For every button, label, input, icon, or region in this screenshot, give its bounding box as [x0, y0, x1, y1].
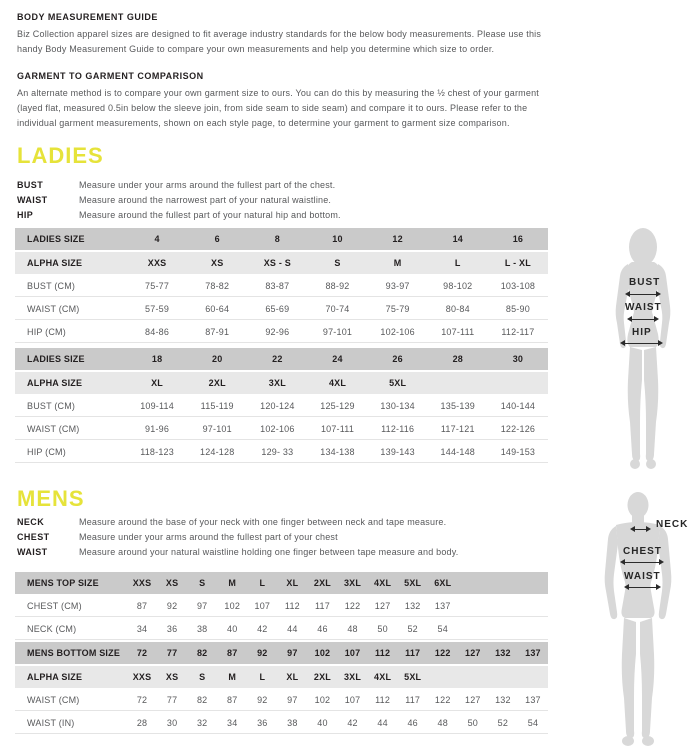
row-label: MENS BOTTOM SIZE — [27, 648, 121, 658]
table-cell: S — [199, 672, 206, 682]
table-cell: 52 — [407, 624, 418, 634]
table-row — [15, 228, 548, 250]
row-label: HIP (CM) — [27, 327, 66, 337]
table-cell: 127 — [374, 601, 391, 611]
table-cell: 82 — [196, 648, 208, 658]
table-cell: XS — [165, 578, 179, 588]
table-cell: 107 — [254, 601, 271, 611]
table-cell: 92 — [166, 601, 178, 611]
table-row — [15, 372, 548, 394]
row-label: BUST (CM) — [27, 401, 76, 411]
table-cell: 28 — [136, 718, 148, 728]
table-cell: 26 — [392, 354, 403, 364]
table-cell: 75-77 — [145, 281, 170, 291]
table-cell: 112 — [375, 648, 391, 658]
table-cell: 80-84 — [445, 304, 470, 314]
table-cell: 52 — [497, 718, 509, 728]
table-cell: 2XL — [313, 578, 331, 588]
table-cell: 107 — [344, 695, 361, 705]
table-row — [15, 322, 548, 343]
waist-arrow-icon — [627, 316, 659, 323]
definition-text: Measure under your arms around the fullest part of the chest. — [79, 180, 336, 190]
hip-arrow-icon — [620, 340, 663, 347]
table-cell: 115-119 — [200, 401, 234, 411]
definition-term: CHEST — [17, 532, 50, 542]
table-cell: XS - S — [263, 258, 291, 268]
row-label: LADIES SIZE — [27, 354, 85, 364]
table-cell: 93-97 — [385, 281, 410, 291]
table-cell: 32 — [196, 718, 208, 728]
table-row — [15, 690, 548, 711]
table-cell: 137 — [525, 648, 541, 658]
table-cell: 4XL — [374, 578, 392, 588]
definition-term: WAIST — [17, 547, 48, 557]
table-cell: 122 — [434, 648, 451, 658]
table-cell: M — [228, 672, 237, 682]
table-cell: 97 — [196, 601, 208, 611]
table-row — [15, 666, 548, 688]
definition-term: WAIST — [17, 195, 48, 205]
table-cell: 122 — [434, 695, 451, 705]
table-cell: 92 — [257, 695, 268, 705]
table-cell: 4 — [154, 234, 160, 244]
table-cell: 46 — [317, 624, 328, 634]
table-cell: 60-64 — [205, 304, 230, 314]
table-cell: 30 — [166, 718, 178, 728]
ladies-hip-label: HIP — [632, 327, 652, 338]
table-cell: 102 — [314, 695, 331, 705]
row-label: HIP (CM) — [27, 447, 66, 457]
female-silhouette-icon — [596, 226, 690, 472]
table-cell: 6XL — [434, 578, 452, 588]
table-cell: 137 — [525, 695, 541, 705]
table-cell: 85-90 — [505, 304, 530, 314]
table-cell: 5XL — [404, 578, 422, 588]
ladies-figure — [596, 226, 690, 472]
table-cell: 10 — [332, 234, 343, 244]
table-cell: M — [228, 578, 237, 588]
table-cell: 117-121 — [440, 424, 475, 434]
table-cell: 97 — [287, 648, 298, 658]
table-row — [15, 713, 548, 734]
table-cell: 36 — [257, 718, 268, 728]
row-label: ALPHA SIZE — [27, 378, 83, 388]
definition-term: HIP — [17, 210, 34, 220]
ladies-waist-label: WAIST — [625, 302, 662, 313]
definition-row — [17, 193, 562, 208]
table-cell: XL — [151, 378, 164, 388]
table-cell: 117 — [405, 695, 421, 705]
table-cell: 42 — [257, 624, 268, 634]
definition-text: Measure under your arms around the fullest part of your chest — [79, 532, 338, 542]
definition-row — [17, 545, 562, 560]
waist-arrow-icon — [624, 584, 661, 591]
table-cell: 102 — [224, 601, 241, 611]
bust-arrow-icon — [625, 291, 661, 298]
mens-neck-label: NECK — [656, 519, 689, 530]
table-cell: 12 — [392, 234, 403, 244]
ladies-size-table-2 — [15, 348, 548, 465]
table-cell: XXS — [147, 258, 167, 268]
table-cell: 70-74 — [325, 304, 350, 314]
table-cell: 4XL — [328, 378, 347, 388]
table-cell: 130-134 — [380, 401, 415, 411]
row-label: WAIST (CM) — [27, 304, 80, 314]
table-cell: 122 — [344, 601, 361, 611]
table-cell: 36 — [166, 624, 178, 634]
definition-text: Measure around your natural waistline holding one finger between tape measure and body. — [79, 547, 459, 557]
mens-waist-label: WAIST — [624, 571, 661, 582]
table-cell: 48 — [437, 718, 448, 728]
ladies-definitions — [17, 178, 562, 223]
table-cell: 102 — [314, 648, 331, 658]
table-cell: 102-106 — [380, 327, 415, 337]
table-cell: 46 — [407, 718, 418, 728]
table-cell: 132 — [495, 648, 511, 658]
definition-row — [17, 530, 562, 545]
table-row — [15, 419, 548, 440]
row-label: ALPHA SIZE — [27, 672, 83, 682]
definition-row — [17, 208, 562, 223]
table-cell: 87 — [227, 695, 238, 705]
table-cell: XXS — [132, 578, 152, 588]
table-cell: 107-111 — [320, 424, 355, 434]
table-cell: 92-96 — [265, 327, 290, 337]
table-cell: L - XL — [504, 258, 531, 268]
table-cell: L — [454, 258, 461, 268]
table-cell: 2XL — [313, 672, 331, 682]
table-row — [15, 619, 548, 640]
table-cell: 140-144 — [500, 401, 536, 411]
row-label: BUST (CM) — [27, 281, 76, 291]
table-cell: 72 — [136, 648, 148, 658]
table-cell: 117 — [405, 648, 421, 658]
table-cell: L — [259, 578, 266, 588]
table-cell: 3XL — [268, 378, 286, 388]
table-cell: 3XL — [343, 578, 362, 588]
intro-paragraph: Biz Collection apparel sizes are designed to fit average industry standards for the below body measurements. Please use this handy Body Measurement Guide to compare your own measurements and help you determine which size to order. — [17, 29, 542, 54]
table-cell: 91-96 — [145, 424, 170, 434]
table-cell: 120-124 — [260, 401, 295, 411]
definition-term: BUST — [17, 180, 44, 190]
table-cell: 92 — [257, 648, 268, 658]
row-label: CHEST (CM) — [27, 601, 82, 611]
table-cell: 72 — [136, 695, 148, 705]
table-cell: 34 — [227, 718, 238, 728]
table-cell: 5XL — [389, 378, 407, 388]
row-label: WAIST (IN) — [27, 718, 75, 728]
table-cell: 65-69 — [265, 304, 290, 314]
table-cell: 50 — [377, 624, 388, 634]
table-cell: 129- 33 — [261, 447, 294, 457]
table-row — [15, 642, 548, 664]
table-cell: 107-111 — [441, 327, 475, 337]
mens-chest-label: CHEST — [623, 546, 662, 557]
table-cell: 6 — [214, 234, 220, 244]
table-cell: 34 — [136, 624, 148, 634]
table-cell: 125-129 — [320, 401, 355, 411]
table-cell: 77 — [166, 695, 178, 705]
table-cell: 112 — [375, 695, 391, 705]
neck-arrow-icon — [630, 526, 651, 533]
mens-definitions — [17, 515, 562, 560]
table-cell: XXS — [132, 672, 152, 682]
table-cell: XS — [211, 258, 224, 268]
table-cell: 117 — [314, 601, 330, 611]
table-cell: 40 — [227, 624, 238, 634]
table-cell: 112-117 — [501, 327, 535, 337]
table-cell: 8 — [274, 234, 280, 244]
table-row — [15, 252, 548, 274]
table-cell: 144-148 — [440, 447, 475, 457]
table-cell: 112-116 — [381, 424, 415, 434]
row-label: WAIST (CM) — [27, 695, 80, 705]
definition-text: Measure around the base of your neck with one finger between neck and tape measure. — [79, 517, 447, 527]
table-cell: 88-92 — [325, 281, 350, 291]
table-cell: 98-102 — [443, 281, 473, 291]
table-cell: 97-101 — [202, 424, 232, 434]
table-cell: 3XL — [343, 672, 362, 682]
table-row — [15, 299, 548, 320]
table-cell: 103-108 — [500, 281, 536, 291]
table-cell: 78-82 — [205, 281, 230, 291]
table-cell: 132 — [404, 601, 421, 611]
table-cell: M — [393, 258, 402, 268]
table-cell: 75-79 — [385, 304, 410, 314]
table-cell: 87-91 — [205, 327, 230, 337]
definition-text: Measure around the fullest part of your natural hip and bottom. — [79, 210, 341, 220]
table-cell: 44 — [287, 624, 298, 634]
ladies-size-table-1 — [15, 228, 548, 345]
table-cell: 4XL — [374, 672, 392, 682]
table-cell: 20 — [212, 354, 223, 364]
ladies-heading: LADIES — [17, 143, 104, 168]
table-cell: 14 — [452, 234, 463, 244]
table-cell: 134-138 — [320, 447, 355, 457]
table-cell: 38 — [287, 718, 298, 728]
row-label: LADIES SIZE — [27, 234, 85, 244]
table-row — [15, 276, 548, 297]
page-title: BODY MEASUREMENT GUIDE — [17, 12, 158, 22]
table-cell: 5XL — [404, 672, 422, 682]
table-cell: XS — [165, 672, 179, 682]
table-cell: 22 — [272, 354, 283, 364]
table-cell: 77 — [166, 648, 178, 658]
table-cell: 149-153 — [500, 447, 536, 457]
table-cell: 124-128 — [199, 447, 235, 457]
table-cell: 102-106 — [260, 424, 295, 434]
table-cell: XL — [286, 672, 299, 682]
table-cell: 50 — [467, 718, 479, 728]
table-cell: 24 — [332, 354, 343, 364]
table-cell: 84-86 — [145, 327, 170, 337]
mens-size-table — [15, 572, 548, 736]
row-label: NECK (CM) — [27, 624, 77, 634]
definition-text: Measure around the narrowest part of your natural waistline. — [79, 195, 332, 205]
table-cell: 109-114 — [140, 401, 174, 411]
table-cell: 54 — [527, 718, 539, 728]
table-cell: XL — [286, 578, 299, 588]
table-cell: 107 — [344, 648, 361, 658]
table-cell: 57-59 — [145, 304, 170, 314]
table-cell: 38 — [196, 624, 208, 634]
table-cell: 44 — [377, 718, 388, 728]
table-cell: 132 — [495, 695, 511, 705]
table-cell: 2XL — [208, 378, 226, 388]
table-cell: 139-143 — [380, 447, 415, 457]
row-label: WAIST (CM) — [27, 424, 80, 434]
chest-arrow-icon — [620, 559, 664, 566]
table-row — [15, 442, 548, 463]
comparison-paragraph: An alternate method is to compare your own garment size to ours. You can do this by measuring the ½ chest of your garment (layed flat, measured 0.5in below the sleeve join, from side seam to side seam) and compare it to ours. Please refer to the individual garment measurements, shown on each style page, to determine your garment to garment size comparison. — [17, 88, 539, 128]
table-cell: S — [334, 258, 341, 268]
table-cell: 83-87 — [265, 281, 290, 291]
table-cell: 137 — [434, 601, 451, 611]
ladies-bust-label: BUST — [629, 277, 661, 288]
mens-heading: MENS — [17, 486, 85, 511]
definition-row — [17, 178, 562, 193]
table-cell: L — [259, 672, 266, 682]
table-row — [15, 396, 548, 417]
table-row — [15, 596, 548, 617]
table-cell: 112 — [284, 601, 300, 611]
row-label: MENS TOP SIZE — [27, 578, 99, 588]
table-row — [15, 348, 548, 370]
table-cell: S — [199, 578, 206, 588]
table-cell: 87 — [136, 601, 148, 611]
table-cell: 18 — [151, 354, 163, 364]
definition-row — [17, 515, 562, 530]
table-cell: 118-123 — [140, 447, 174, 457]
table-cell: 28 — [452, 354, 463, 364]
row-label: ALPHA SIZE — [27, 258, 83, 268]
table-cell: 30 — [512, 354, 524, 364]
comparison-title: GARMENT TO GARMENT COMPARISON — [17, 71, 204, 81]
table-cell: 42 — [347, 718, 358, 728]
table-cell: 40 — [317, 718, 328, 728]
table-cell: 16 — [512, 234, 524, 244]
table-cell: 127 — [465, 695, 481, 705]
table-cell: 122-126 — [500, 424, 536, 434]
table-row — [15, 572, 548, 594]
intro-section — [17, 12, 562, 131]
table-cell: 135-139 — [440, 401, 475, 411]
table-cell: 48 — [347, 624, 358, 634]
definition-term: NECK — [17, 517, 45, 527]
table-cell: 87 — [227, 648, 238, 658]
table-cell: 127 — [465, 648, 481, 658]
table-cell: 97-101 — [322, 327, 353, 337]
table-cell: 82 — [196, 695, 208, 705]
table-cell: 54 — [437, 624, 448, 634]
table-cell: 97 — [287, 695, 298, 705]
